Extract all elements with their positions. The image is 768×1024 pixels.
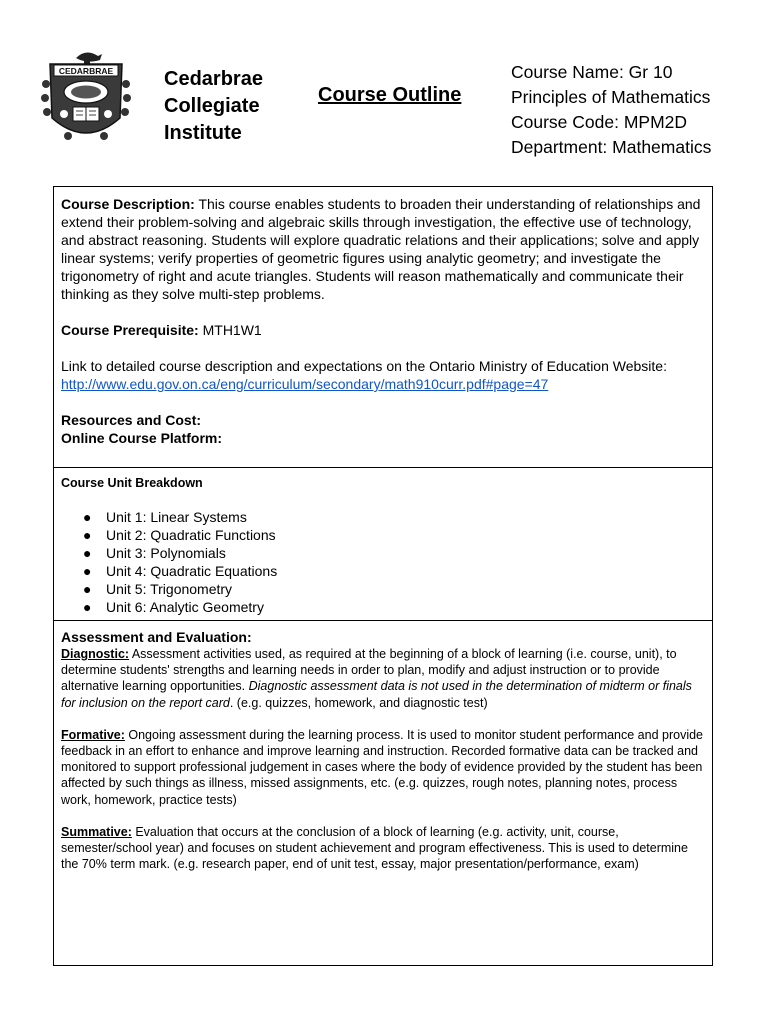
- list-item: [78, 598, 277, 616]
- bullet-icon: ●: [83, 581, 92, 597]
- course-subject: Principles of Mathematics: [511, 87, 711, 107]
- unit-breakdown-heading: Course Unit Breakdown: [61, 476, 203, 490]
- list-item: [78, 508, 277, 526]
- description-text: This course enables students to broaden their understanding of relationships and extend their problem-solving and algebraic skills through investigation, the effective use of technology, and abstract reasoning. Students will explore quadratic relations and their applications; solve and apply linear systems; verify properties of geometric figures using analytic geometry; and investigate the trigonometry of right and acute triangles. Students will reason mathematically and communicate their thinking as they solve multi-step problems.: [61, 196, 701, 302]
- description-paragraph: [61, 195, 705, 303]
- list-item: [78, 544, 277, 562]
- diagnostic-label: Diagnostic:: [61, 647, 130, 661]
- unit-list: [78, 508, 277, 616]
- formative-paragraph: [61, 727, 705, 808]
- unit-label: Unit 5: Trigonometry: [106, 581, 233, 597]
- course-info: [511, 60, 711, 160]
- summative-text: Evaluation that occurs at the conclusion of a block of learning (e.g. activity, unit, course, semester/school year) and focuses on student achievement and program effectiveness. This is used to determine the 70% term mark. (e.g. research paper, end of unit test, essay, major presentation/performance, exam): [61, 824, 688, 872]
- list-item: [78, 580, 277, 598]
- school-name: [164, 66, 263, 147]
- formative-text: Ongoing assessment during the learning process. It is used to monitor student performance and provide feedback in an effort to enhance and improve learning and instruction. Recorded formative data can be tracked and monitored to support professional judgement in cases where the body of evidence provided by the student has been affected by such things as illness, missed assignments, etc. (e.g. quizzes, rough notes, planning notes, process work, homework, practice tests): [61, 727, 704, 807]
- resources-label: Resources and Cost:: [61, 412, 202, 428]
- unit-breakdown-section: [53, 467, 713, 621]
- list-item: [78, 562, 277, 580]
- crest-banner-text: CEDARBRAE: [58, 66, 114, 76]
- school-crest-icon: [40, 44, 132, 154]
- formative-label: Formative:: [61, 727, 125, 742]
- prerequisite-label: Course Prerequisite:: [61, 322, 199, 338]
- course-code: Course Code: MPM2D: [511, 112, 688, 132]
- school-name-line-1: Cedarbrae: [164, 68, 263, 90]
- bullet-icon: ●: [83, 545, 92, 561]
- school-name-line-3: Institute: [164, 122, 242, 144]
- unit-label: Unit 2: Quadratic Functions: [106, 527, 276, 543]
- unit-label: Unit 6: Analytic Geometry: [106, 599, 264, 615]
- prerequisite-value: MTH1W1: [198, 322, 262, 338]
- prerequisite-paragraph: [61, 321, 705, 339]
- ministry-link[interactable]: http://www.edu.gov.on.ca/eng/curriculum/secondary/math910curr.pdf#page=47: [61, 376, 549, 392]
- unit-label: Unit 4: Quadratic Equations: [106, 563, 278, 579]
- diagnostic-paragraph: [61, 646, 705, 711]
- diagnostic-text: Assessment activities used, as required at the beginning of a block of learning (i.e. course, unit), to determine students' strengths and learning needs in order to plan, modify and adjust instruction or to provide alternative learning opportunities.: [61, 647, 677, 694]
- description-label: Course Description:: [61, 196, 195, 212]
- course-name: Course Name: Gr 10: [511, 62, 673, 82]
- bullet-icon: ●: [83, 563, 92, 579]
- course-department: Department: Mathematics: [511, 137, 712, 157]
- course-description-section: [53, 186, 713, 468]
- school-name-line-2: Collegiate: [164, 95, 260, 117]
- platform-label: Online Course Platform:: [61, 430, 223, 446]
- assessment-section: [53, 620, 713, 966]
- diagnostic-tail-text: . (e.g. quizzes, homework, and diagnostic test): [229, 695, 488, 710]
- list-item: [78, 526, 277, 544]
- bullet-icon: ●: [83, 509, 92, 525]
- page-title: Course Outline: [318, 84, 462, 106]
- summative-paragraph: [61, 824, 705, 873]
- unit-label: Unit 3: Polynomials: [106, 545, 226, 561]
- bullet-icon: ●: [83, 527, 92, 543]
- ministry-link-paragraph: [61, 357, 705, 393]
- bullet-icon: ●: [83, 599, 92, 615]
- diagnostic-italic-text: Diagnostic assessment data is not used in the determination of midterm or finals for inclusion on the report card: [61, 679, 692, 710]
- assessment-heading: Assessment and Evaluation:: [61, 629, 252, 645]
- ministry-link-intro: Link to detailed course description and expectations on the Ontario Ministry of Education Website:: [61, 358, 667, 374]
- summative-label: Summative:: [61, 824, 132, 839]
- unit-label: Unit 1: Linear Systems: [106, 509, 247, 525]
